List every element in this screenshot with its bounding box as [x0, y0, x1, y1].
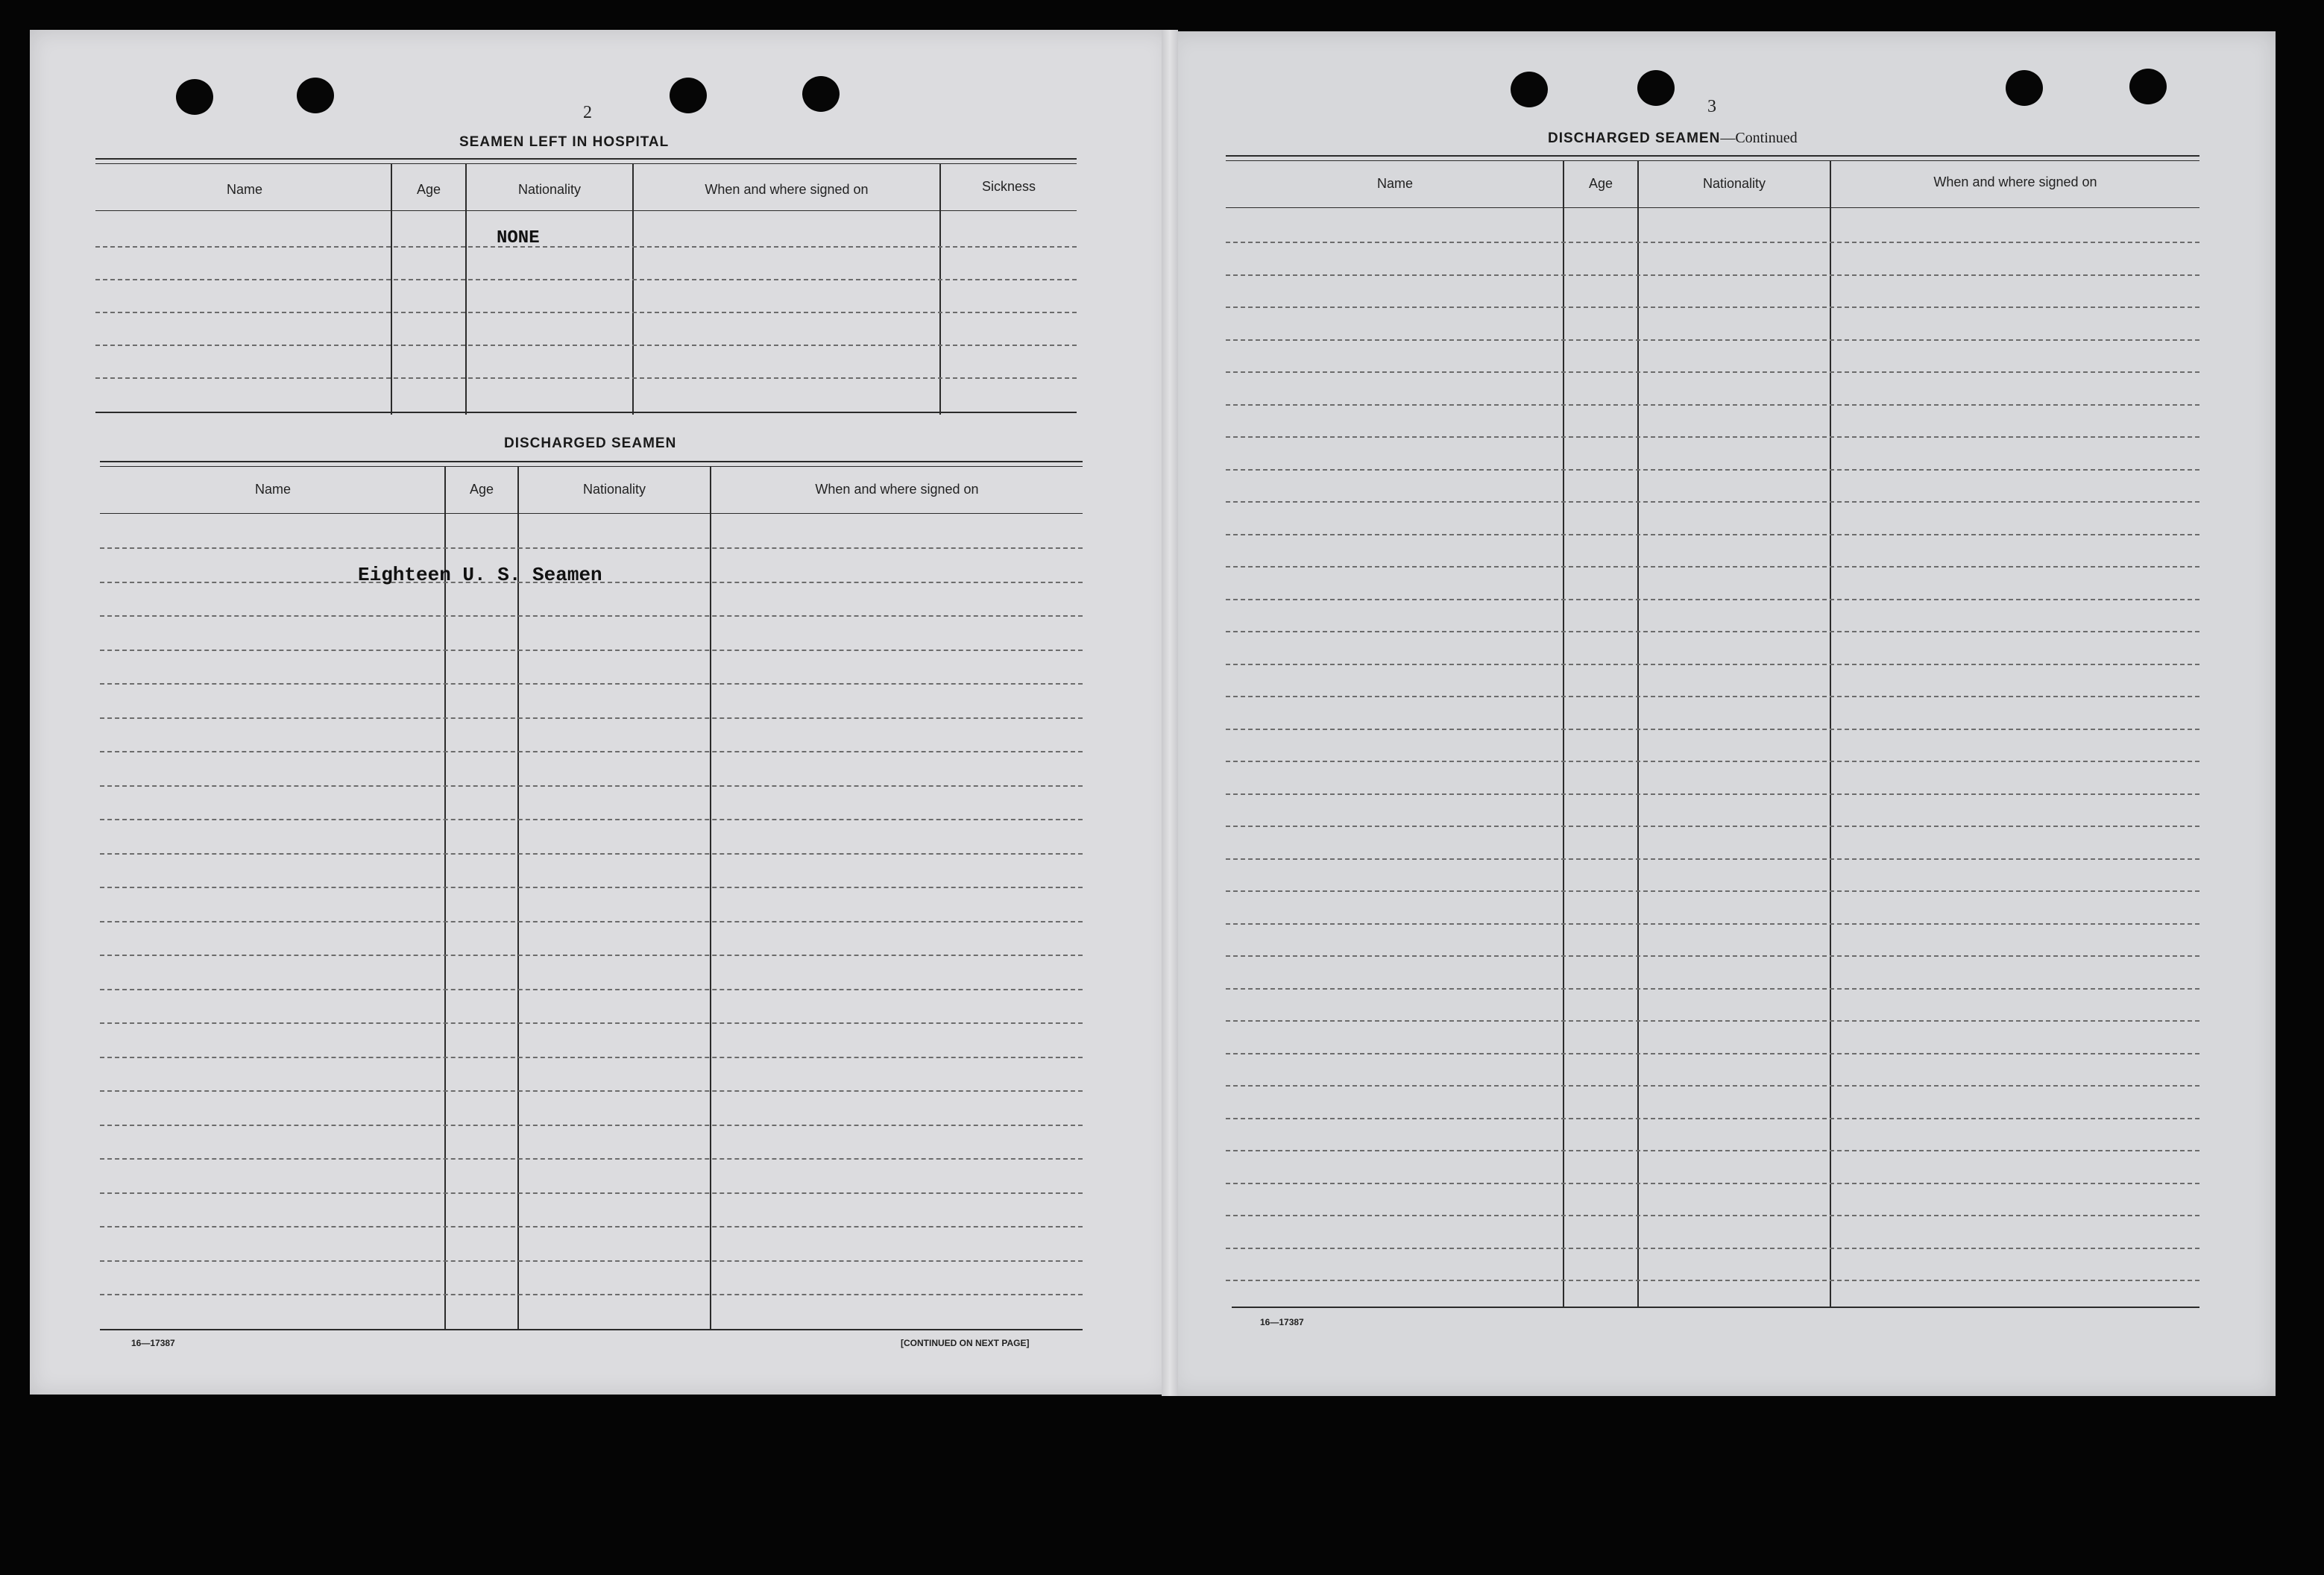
page-number: 3 [1707, 97, 1716, 116]
heading-suffix: —Continued [1720, 130, 1798, 146]
continued-top-rule [1226, 160, 2199, 161]
hospital-entry: NONE [497, 228, 540, 248]
ruled-row-line [100, 887, 1083, 888]
page-fold [1162, 30, 1178, 1396]
discharged-top-rule [100, 461, 1083, 462]
ruled-row-line [100, 547, 1083, 549]
ruled-row-line [1226, 1183, 2199, 1184]
hospital-col-sickness: Sickness [981, 179, 1036, 194]
discharged-col-age: Age [469, 482, 494, 497]
ruled-row-line [100, 650, 1083, 651]
discharged-top-rule [100, 466, 1083, 467]
hospital-bottom-rule [95, 412, 1077, 413]
form-number: 16—17387 [1260, 1317, 1304, 1327]
ruled-row-line [1226, 306, 2199, 308]
ruled-row-line [1226, 469, 2199, 471]
continued-col-divider [1830, 161, 1831, 1308]
discharged-section-heading: DISCHARGED SEAMEN [504, 436, 677, 451]
ruled-row-line [100, 615, 1083, 617]
ruled-row-line [1226, 890, 2199, 892]
ruled-row-line [1226, 274, 2199, 276]
punch-hole [1511, 72, 1548, 107]
ruled-row-line [1226, 371, 2199, 373]
ruled-row-line [1226, 501, 2199, 503]
ruled-row-line [100, 1226, 1083, 1227]
hospital-row-line [95, 312, 1077, 313]
ruled-row-line [1226, 1150, 2199, 1151]
discharged-col-nationality: Nationality [582, 482, 646, 497]
ruled-row-line [1226, 858, 2199, 860]
hospital-col-name: Name [226, 182, 262, 197]
ruled-row-line [100, 955, 1083, 956]
punch-hole [297, 78, 334, 113]
continued-header-rule [1226, 207, 2199, 208]
hospital-row-line [95, 377, 1077, 379]
ruled-row-line [100, 1192, 1083, 1194]
ruled-row-line [1226, 696, 2199, 697]
ruled-row-line [1226, 826, 2199, 827]
left-page [30, 30, 1171, 1395]
continued-bottom-rule [1232, 1307, 2199, 1308]
discharged-bottom-rule [100, 1329, 1083, 1330]
ruled-row-line [100, 1260, 1083, 1262]
ruled-row-line [1226, 923, 2199, 925]
hospital-col-signed-on: When and where signed on [705, 182, 869, 197]
ruled-row-line [1226, 1053, 2199, 1054]
ruled-row-line [100, 1125, 1083, 1126]
punch-hole [176, 79, 213, 115]
hospital-col-nationality: Nationality [517, 182, 582, 197]
ruled-row-line [1226, 664, 2199, 665]
hospital-row-line [95, 246, 1077, 248]
hospital-col-age: Age [416, 182, 441, 197]
discharged-col-divider [444, 467, 446, 1330]
continued-col-name: Name [1376, 176, 1413, 191]
ruled-row-line [1226, 599, 2199, 600]
ruled-row-line [1226, 1215, 2199, 1216]
ruled-row-line [1226, 729, 2199, 730]
ruled-row-line [100, 1057, 1083, 1058]
discharged-entry: Eighteen U. S. Seamen [358, 564, 602, 586]
ruled-row-line [100, 1090, 1083, 1092]
ruled-row-line [1226, 242, 2199, 243]
hospital-header-rule [95, 210, 1077, 211]
heading-text: DISCHARGED SEAMEN [1548, 131, 1721, 146]
ruled-row-line [100, 785, 1083, 787]
ruled-row-line [100, 683, 1083, 685]
form-number: 16—17387 [131, 1338, 175, 1348]
ruled-row-line [100, 1022, 1083, 1024]
continued-col-signed-on: When and where signed on [1933, 175, 2097, 189]
ruled-row-line [100, 717, 1083, 719]
ruled-row-line [1226, 1020, 2199, 1022]
hospital-row-line [95, 279, 1077, 280]
discharged-col-signed-on: When and where signed on [815, 482, 979, 497]
discharged-continued-heading [1548, 130, 1798, 147]
right-page [1169, 31, 2276, 1396]
discharged-col-name: Name [254, 482, 291, 497]
ruled-row-line [1226, 955, 2199, 957]
ruled-row-line [100, 853, 1083, 855]
ruled-row-line [100, 819, 1083, 820]
hospital-row-line [95, 345, 1077, 346]
ruled-row-line [1226, 436, 2199, 438]
ruled-row-line [1226, 1248, 2199, 1249]
hospital-section-heading: SEAMEN LEFT IN HOSPITAL [459, 134, 670, 150]
ruled-row-line [100, 921, 1083, 922]
ruled-row-line [1226, 1118, 2199, 1119]
continued-col-divider [1563, 161, 1564, 1308]
ruled-row-line [100, 751, 1083, 752]
page-number: 2 [583, 103, 592, 122]
ruled-row-line [1226, 404, 2199, 406]
ruled-row-line [1226, 988, 2199, 990]
punch-hole [802, 76, 840, 112]
ruled-row-line [100, 1294, 1083, 1295]
continued-col-age: Age [1588, 176, 1613, 191]
punch-hole [670, 78, 707, 113]
ruled-row-line [1226, 566, 2199, 568]
continued-col-nationality: Nationality [1702, 176, 1766, 191]
discharged-col-divider [710, 467, 711, 1330]
continued-note: [CONTINUED ON NEXT PAGE] [901, 1338, 1030, 1348]
punch-hole [2006, 70, 2043, 106]
ruled-row-line [100, 989, 1083, 990]
punch-hole [1637, 70, 1675, 106]
ruled-row-line [1226, 1280, 2199, 1281]
ruled-row-line [1226, 534, 2199, 535]
continued-top-rule [1226, 155, 2199, 157]
discharged-col-divider [517, 467, 519, 1330]
ruled-row-line [1226, 631, 2199, 632]
discharged-header-rule [100, 513, 1083, 514]
hospital-top-rule [95, 163, 1077, 164]
ruled-row-line [100, 1158, 1083, 1160]
hospital-top-rule [95, 158, 1077, 160]
ruled-row-line [1226, 1085, 2199, 1087]
ruled-row-line [1226, 339, 2199, 341]
ruled-row-line [1226, 761, 2199, 762]
punch-hole [2129, 69, 2167, 104]
continued-col-divider [1637, 161, 1639, 1308]
ruled-row-line [1226, 793, 2199, 795]
